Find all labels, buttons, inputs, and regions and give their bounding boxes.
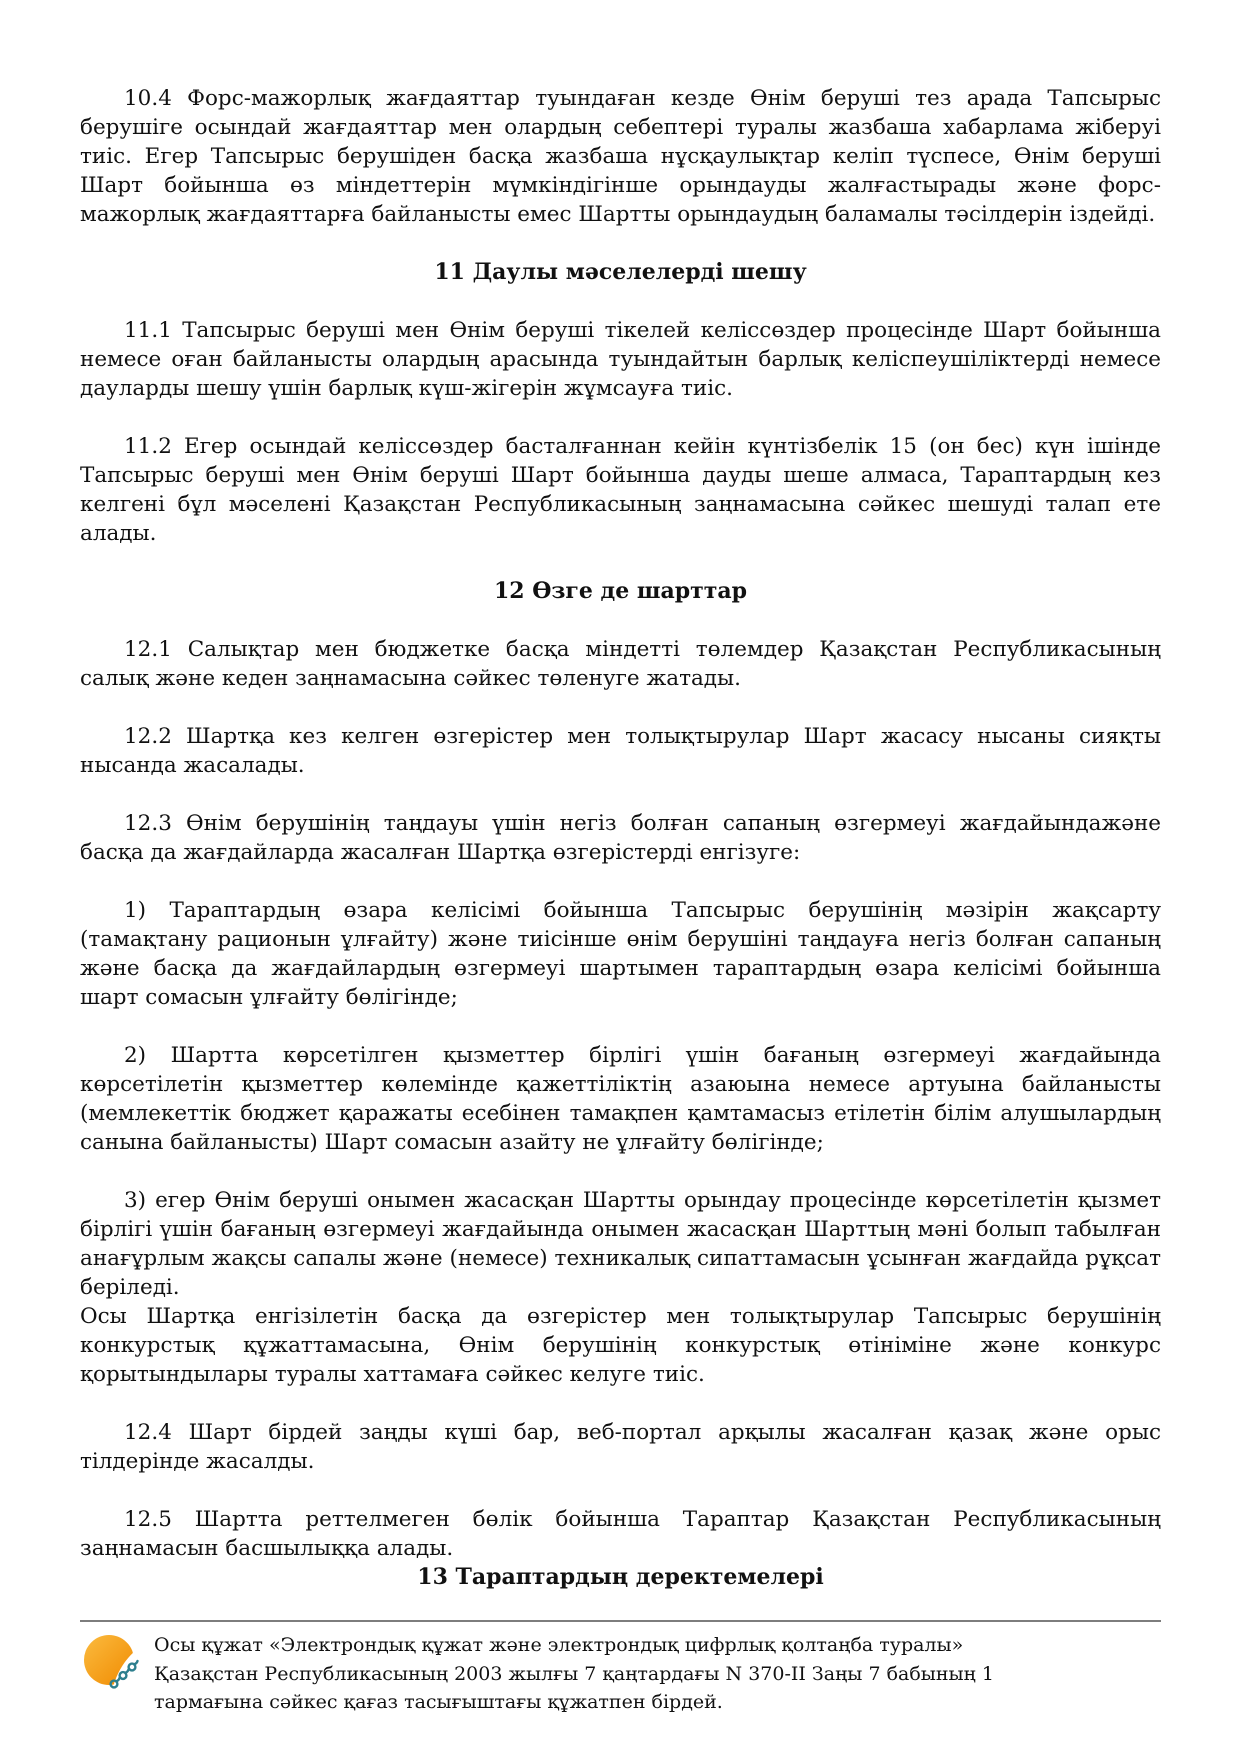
electronic-signature-note: Осы құжат «Электрондық құжат және электрондық цифрлық қолтаңба туралы» Қазақстан Республикасының 2003 жылғы 7 қаңтардағы N 370-II Заңы 7 бабының 1 тармағына сәйкес қағаз тасығыштағы құжатпен бірдей.	[154, 1634, 994, 1713]
paragraph-12-3-item-1: 1) Тараптардың өзара келісімі бойынша Тапсырыс берушінің мәзірін жақсарту (тамақтану рационын ұлғайту) және тиісінше өнім берушіні таңдауға негіз болған сапаның және басқа да жағдайлардың өзгермеуі шартымен тараптардың өзара келісімі бойынша шарт сомасын ұлғайту бөлігінде;	[80, 898, 1161, 1010]
paragraph-12-3-item-2: 2) Шартта көрсетілген қызметтер бірлігі үшін бағаның өзгермеуі жағдайында көрсетілетін қызметтер көлемінде қажеттіліктің азаюына немесе артуына байланысты (мемлекеттік бюджет қаражаты есебінен тамақпен қамтамасыз етілетін білім алушылардың санына байланысты) Шарт сомасын азайту не ұлғайту бөлігінде;	[80, 1043, 1161, 1155]
paragraph-12-4: 12.4 Шарт бірдей заңды күші бар, веб-портал арқылы жасалған қазақ және орыс тілдерінде жасалды.	[80, 1420, 1161, 1474]
paragraph-12-1: 12.1 Салықтар мен бюджетке басқа міндетті төлемдер Қазақстан Республикасының салық және кеден заңнамасына сәйкес төленуге жатады.	[80, 637, 1161, 691]
signature-footer	[80, 1620, 1161, 1717]
paragraph-12-3-note: Осы Шартқа енгізілетін басқа да өзгерістер мен толықтырулар Тапсырыс берушінің конкурстық құжаттамасына, Өнім берушінің конкурстық өтініміне және конкурс қорытындылары туралы хаттамаға сәйкес келуге тиіс.	[80, 1304, 1161, 1387]
section-heading-12: 12 Өзге де шарттар	[493, 578, 748, 604]
section-heading-11: 11 Даулы мәселелерді шешу	[434, 259, 807, 285]
paragraph-11-1: 11.1 Тапсырыс беруші мен Өнім беруші тікелей келіссөздер процесінде Шарт бойынша немесе оған байланысты олардың арасында туындайтын барлық келіспеушіліктерді немесе дауларды шешу үшін барлық күш-жігерін жұмсауға тиіс.	[80, 318, 1161, 401]
egov-ornament-logo-icon	[82, 1633, 140, 1691]
paragraph-10-4: 10.4 Форс-мажорлық жағдаяттар туындаған кезде Өнім беруші тез арада Тапсырыс берушіге осындай жағдаяттар мен олардың себептері туралы жазбаша хабарлама жіберуі тиіс. Егер Тапсырыс берушіден басқа жазбаша нұсқаулықтар келіп түспесе, Өнім беруші Шарт бойынша өз міндеттерін мүмкіндігінше орындауды жалғастырады және форс-мажорлық жағдаяттарға байланысты емес Шартты орындаудың баламалы тәсілдерін іздейді.	[80, 86, 1161, 227]
paragraph-12-3: 12.3 Өнім берушінің таңдауы үшін негіз болған сапаның өзгермеуі жағдайындажәне басқа да жағдайларда жасалған Шартқа өзгерістерді енгізуге:	[80, 811, 1161, 865]
paragraph-12-2: 12.2 Шартқа кез келген өзгерістер мен толықтырулар Шарт жасасу нысаны сияқты нысанда жасалады.	[80, 724, 1161, 778]
paragraph-12-5: 12.5 Шартта реттелмеген бөлік бойынша Тараптар Қазақстан Республикасының заңнамасын басшылыққа алады.	[80, 1507, 1161, 1561]
section-heading-13: 13 Тараптардың деректемелері	[417, 1564, 824, 1590]
paragraph-12-3-item-3: 3) егер Өнім беруші онымен жасасқан Шартты орындау процесінде көрсетілетін қызмет бірлігі үшін бағаның өзгермеуі жағдайында онымен жасасқан Шарттың мәні болып табылған анағұрлым жақсы сапалы және (немесе) техникалық сипаттамасын ұсынған жағдайда рұқсат беріледі.	[80, 1188, 1161, 1300]
paragraph-11-2: 11.2 Егер осындай келіссөздер басталғаннан кейін күнтізбелік 15 (он бес) күн ішінде Тапсырыс беруші мен Өнім беруші Шарт бойынша дауды шеше алмаса, Тараптардың кез келгені бұл мәселені Қазақстан Республикасының заңнамасына сәйкес шешуді талап ете алады.	[80, 434, 1161, 546]
